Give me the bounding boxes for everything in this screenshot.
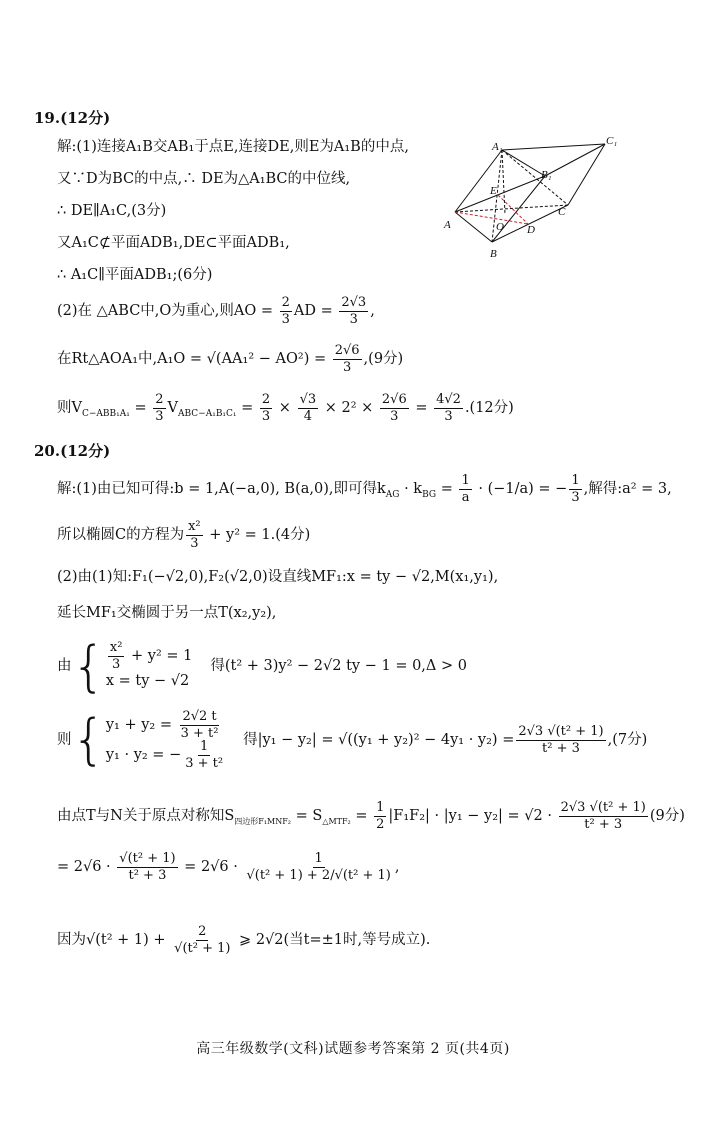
q20-line4: 延长MF₁交椭圆于另一点T(x₂,y₂), [57, 605, 277, 621]
q20-system2: 则 { y₁ + y₂ = $\frac{2√2 t}{\text{3 + t²}}$ y₁ · y₂ = − $\frac{1}{\text{3 + t²}}$ 得|y₁ − y₂| = √((y₁ + y₂)² − 4y₁ · y₂) = $\frac{\text{2√3 √(t² + 1)}}{\text{t² + 3}}$ ,(7分) [57, 708, 648, 772]
q20-line9: 因为√(t² + 1) + $\frac{2}{\text{√(t² + 1)}}$ ⩾ 2√2(当t=±1时,等号成立). [57, 924, 431, 956]
label-O: O [496, 221, 504, 233]
q19-line2: 又∵D为BC的中点,∴ DE为△A₁BC的中位线, [57, 171, 351, 187]
label-A: A [444, 219, 451, 231]
label-C: C [558, 206, 566, 218]
prism-figure [440, 130, 630, 265]
label-D: D [527, 224, 535, 236]
q19-line8: 则$V_{C-ABB_1A_1}$ = $\frac{2}{3}$ $V_{ABC-A_1B_1C_1}$ = $\frac{2}{3}$ × $\frac{√3}{4}$ × 2² × $\frac{2√6}{3}$ = $\frac{4√2}{3}$ .(12分) [57, 392, 514, 424]
label-B: B [490, 248, 497, 260]
q19-line5: ∴ A₁C∥平面ADB₁;(6分) [57, 267, 213, 283]
q19-line7: 在Rt△AOA₁中,A₁O = √(AA₁² − AO²) = $\frac{2√6}{3}$ ,(9分) [57, 343, 404, 375]
q20-header: 20.(12分) [34, 442, 111, 460]
q19-line3: ∴ DE∥A₁C,(3分) [57, 203, 167, 219]
q20-line7: 由点T与N关于原点对称知$S_{四边形F_1MNF_2} = S_{\triangle MTF_2}$ = $\frac{1}{2}$ |F₁F₂| · |y₁ − y₂| = √2 · $\frac{\text{2√3 √(t² + 1)}}{\text{t² + 3}}$ (9分) [57, 800, 685, 832]
q20-line2: 所以椭圆C的方程为 $\frac{\text{x²}}{3}$ + y² = 1.(4分) [57, 519, 311, 551]
q20-line1: 解:(1)由已知可得:b = 1,A(−a,0), B(a,0),即可得$k_{AG} \cdot k_{BG}$ = $\frac{1}{a}$ · (−1/a) = − $\frac{1}{3}$ ,解得:a² = 3, [57, 473, 672, 505]
q20-line3: (2)由(1)知:F₁(−√2,0),F₂(√2,0)设直线MF₁:x = ty − √2,M(x₁,y₁), [57, 569, 499, 585]
q19-line6: (2)在 △ABC中,O为重心,则AO = $\frac{2}{3}$ AD = $\frac{2√3}{3}$ , [57, 295, 375, 327]
q20-system1: 由 { $\frac{\text{x²}}{3}$ + y² = 1 x = ty − √2 得(t² + 3)y² − 2√2 ty − 1 = 0,Δ > 0 [57, 635, 467, 698]
label-A1: A₁ [492, 141, 503, 153]
q19-line4: 又A₁C⊄平面ADB₁,DE⊂平面ADB₁, [57, 235, 290, 251]
label-C1: C₁ [606, 135, 618, 147]
label-B1: B₁ [541, 169, 552, 181]
label-E: E [490, 185, 497, 197]
q19-line1: 解:(1)连接A₁B交AB₁于点E,连接DE,则E为A₁B的中点, [57, 139, 409, 155]
q20-line8: = 2√6 · $\frac{\text{√(t² + 1)}}{\text{t² + 3}}$ = 2√6 · $\frac{1}{\text{√(t² + 1) + 2/√(t² + 1)}}$ , [57, 851, 400, 883]
q19-header: 19.(12分) [34, 109, 111, 127]
page-footer: 高三年级数学(文科)试题参考答案第 2 页(共4页) [196, 1041, 510, 1057]
